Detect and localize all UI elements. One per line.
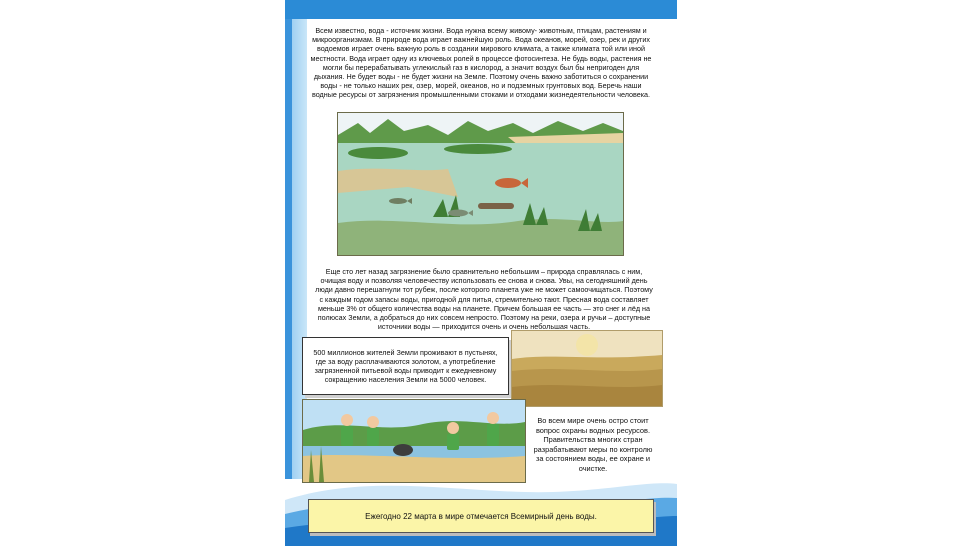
intro-paragraph: Всем известно, вода - источник жизни. Вода нужна всему живому- животным, птицам, растениям и микроорганизмам. В природе вода играет важнейшую роль. Вода океанов, морей, озер, рек и других водоемов играет очень важную роль в создании мирового климата, а также климата той или иной местности. Вода играет одну из ключевых ролей в процессе фотосинтеза. Не будь воды, растения не могли бы перерабатывать углекислый газ в кислород, а значит воздух был бы непригоден для дыхания. Не будет воды - не будет жизни на Земле. Поэтому очень важно заботиться о сохранении воды - не только наших рек, озер, морей, океанов, но и подземных грунтовых вод. Беречь наши водные ресурсы от загрязнения промышленными стоками и отходами жизнедеятельности человека. — [310, 26, 652, 100]
top-color-bar — [285, 0, 677, 19]
protection-paragraph: Во всем мире очень остро стоит вопрос охраны водных ресурсов. Правительства многих стран разрабатывают меры по контролю за состоянием воды, ее охране и очистке. — [533, 416, 653, 473]
river-ecosystem-illustration — [337, 112, 624, 256]
brochure-page — [285, 0, 677, 546]
desert-illustration — [511, 330, 663, 407]
banner-text: Ежегодно 22 марта в мире отмечается Всемирный день воды. — [365, 511, 597, 521]
callout-text: 500 миллионов жителей Земли проживают в пустынях, где за воду расплачиваются золотом, а употребление загрязненной питьевой воды приводит к ежедневному сокращению населения Земли на 5000 человек. — [313, 347, 498, 385]
children-cleanup-illustration — [302, 399, 526, 483]
population-callout-box — [302, 337, 509, 395]
world-water-day-banner — [308, 499, 654, 533]
pollution-paragraph: Еще сто лет назад загрязнение было сравнительно небольшим – природа справлялась с ним, очищая воду и позволяя человечеству использовать ее снова и снова. Увы, на сегодняшний день люди давно перешагнули тот рубеж, после которого планета уже не может самоочищаться. Поэтому с каждым годом запасы воды, пригодной для питья, стремительно тают. Пресная вода составляет меньше 3% от общего количества воды на планете. Причем большая ее часть — это снег и лёд на полюсах Земли, а добраться до них совсем непросто. Поэтому на реки, озера и ручьи – доступные источники воды — приходится очень и очень небольшая часть. — [315, 267, 653, 332]
